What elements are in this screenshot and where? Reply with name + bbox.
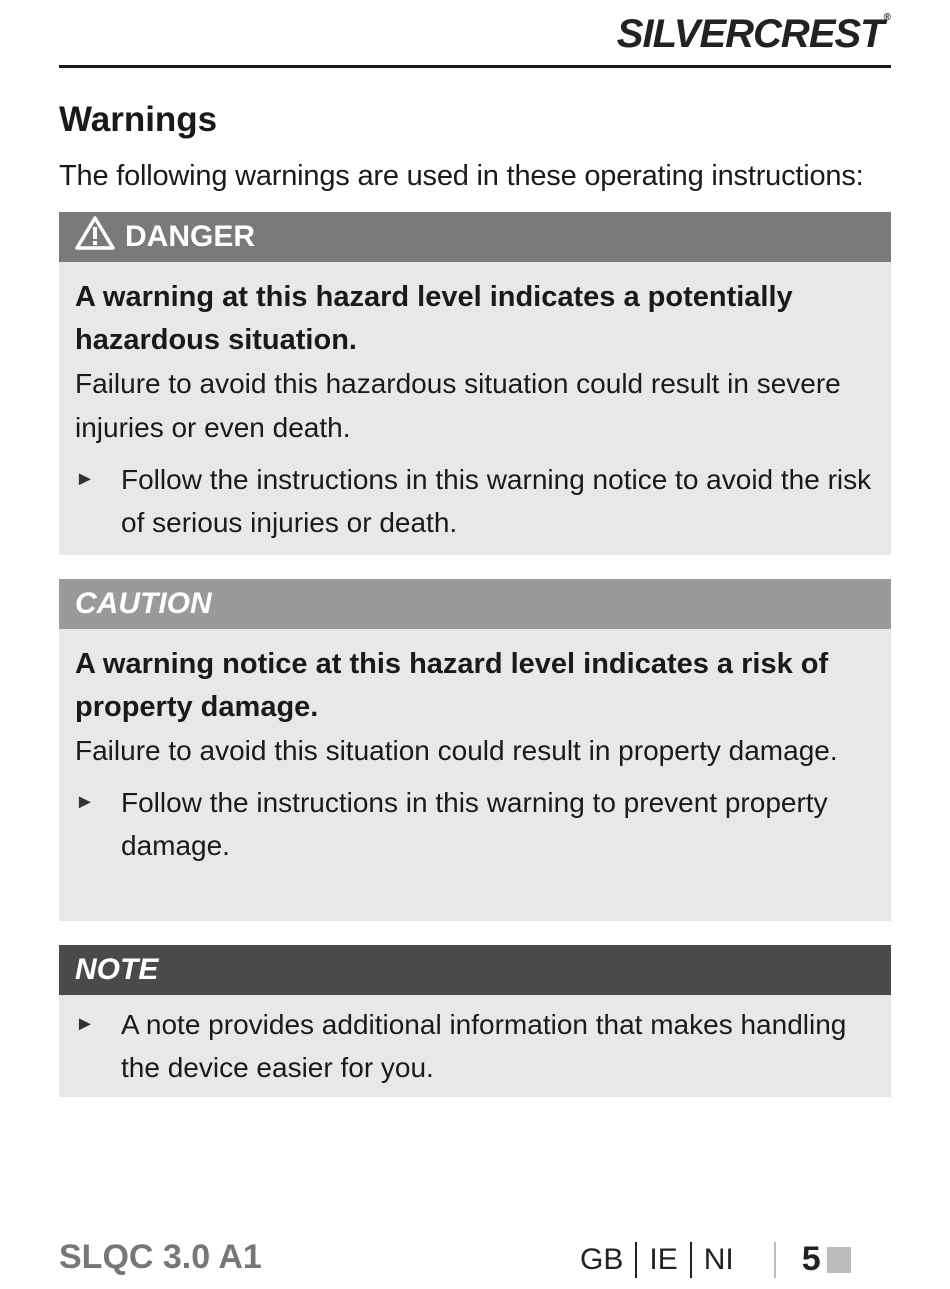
bullet-arrow-icon: ►: [75, 468, 95, 490]
lang-ie: IE: [649, 1242, 678, 1276]
bullet-arrow-icon: ►: [75, 1013, 95, 1035]
danger-title: A warning at this hazard level indicates a potentially hazardous situation.: [75, 281, 793, 356]
note-bullet: [75, 1003, 875, 1089]
danger-text: Failure to avoid this hazardous situation could result in severe injuries or even death.: [75, 368, 841, 443]
bullet-arrow-icon: ►: [75, 791, 95, 813]
page-number: 5: [801, 1240, 821, 1278]
caution-label: CAUTION: [75, 587, 212, 620]
lang-ni: NI: [703, 1242, 734, 1276]
model-number: SLQC 3.0 A1: [59, 1238, 262, 1276]
caution-bullet: [75, 781, 875, 867]
warning-triangle-icon: [75, 216, 115, 258]
divider: [690, 1242, 692, 1278]
caution-text: Failure to avoid this situation could result in property damage.: [75, 735, 838, 766]
divider: [774, 1242, 776, 1278]
footer-language-nav: [580, 1240, 851, 1279]
note-header: [59, 945, 891, 995]
lang-gb: GB: [580, 1242, 624, 1276]
caution-title: A warning notice at this hazard level indicates a risk of property damage.: [75, 648, 829, 723]
caution-box: [59, 579, 891, 921]
caution-bullet-text: Follow the instructions in this warning to prevent property damage.: [121, 787, 828, 861]
header-rule: [59, 65, 891, 68]
brand-logo: SILVERCREST®: [616, 12, 890, 56]
divider: [635, 1242, 637, 1278]
note-box: [59, 945, 891, 1097]
page-marker-square: [827, 1247, 851, 1273]
danger-box: [59, 212, 891, 555]
intro-text: The following warnings are used in these operating instructions:: [59, 160, 864, 192]
section-heading: Warnings: [59, 100, 218, 139]
caution-header: [59, 579, 891, 629]
danger-header: [59, 212, 891, 262]
danger-bullet-text: Follow the instructions in this warning notice to avoid the risk of serious injuries or death.: [121, 464, 872, 538]
danger-bullet: [75, 458, 875, 544]
note-label: NOTE: [75, 953, 159, 986]
danger-label: DANGER: [125, 220, 256, 253]
note-bullet-text: A note provides additional information that makes handling the device easier for you.: [121, 1009, 847, 1083]
